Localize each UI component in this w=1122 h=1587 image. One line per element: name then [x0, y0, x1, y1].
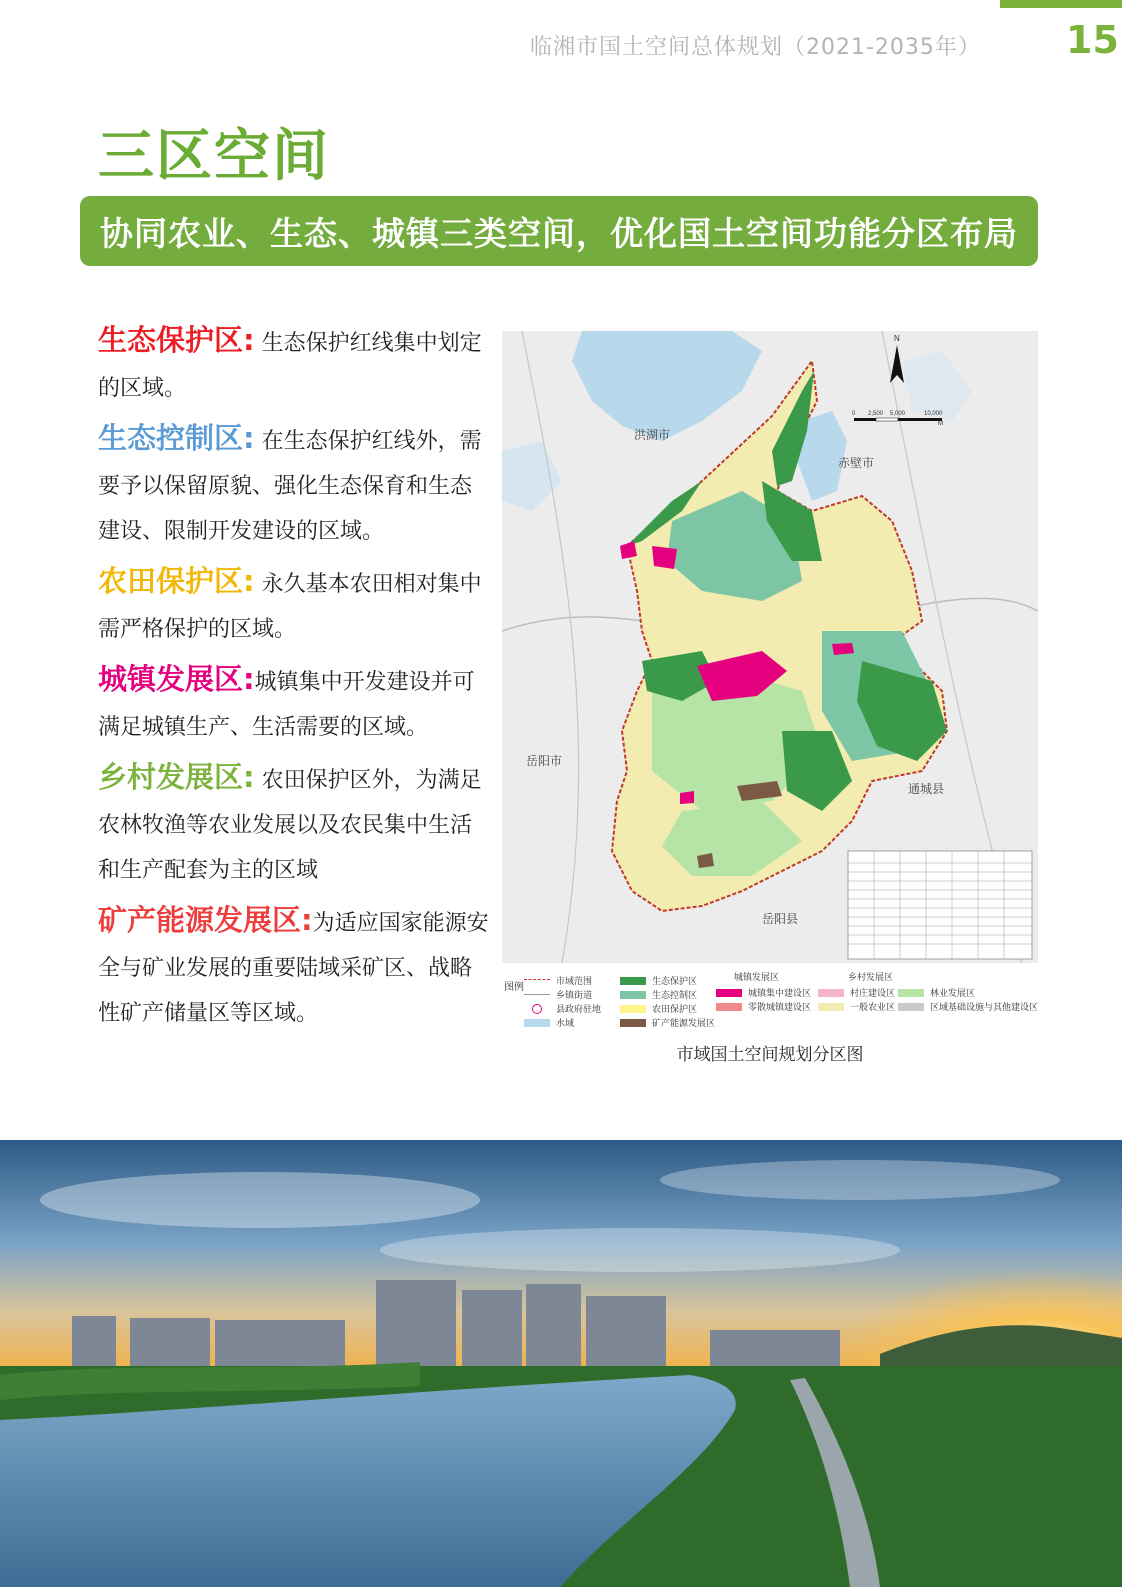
zone-desc: 在生态保护红线外，需要予以保留原貌、强化生态保育和生态建设、限制开发建设的区域。: [98, 429, 482, 544]
zone-item: [98, 898, 493, 1036]
svg-text:N: N: [894, 334, 900, 343]
zone-item: [98, 755, 493, 893]
page-number: 15: [1066, 18, 1119, 62]
place-label: 赤壁市: [838, 456, 875, 470]
legend-swatch: [620, 991, 646, 999]
zone-name: 生态保护区:: [98, 323, 255, 357]
legend-swatch: [898, 1003, 924, 1011]
legend-item: 县政府驻地: [524, 1002, 601, 1015]
zone-name: 城镇发展区:: [98, 662, 255, 696]
zone-item: [98, 657, 493, 750]
legend-swatch: [898, 989, 924, 997]
zoning-statistics-table: [848, 851, 1032, 959]
svg-text:M: M: [938, 421, 943, 427]
place-label: 岳阳市: [526, 754, 563, 768]
legend-swatch: [524, 979, 550, 982]
zone-item: [98, 559, 493, 652]
legend-title: 图例: [504, 982, 524, 993]
urban-core-patch: [832, 643, 854, 655]
legend-item: 村庄建设区: [818, 986, 895, 999]
document-title: 临湘市国土空间总体规划（2021-2035年）: [530, 35, 981, 60]
legend-swatch: [716, 989, 742, 997]
section-banner: [80, 196, 1038, 266]
svg-text:0: 0: [852, 411, 856, 417]
place-label: 洪湖市: [634, 428, 671, 442]
legend-swatch: [532, 1004, 542, 1014]
city-photo-graphic: [0, 1140, 1122, 1587]
zone-name: 乡村发展区:: [98, 760, 255, 794]
zone-name: 矿产能源发展区:: [98, 903, 313, 937]
zone-desc: 为适应国家能源安全与矿业发展的重要陆域采矿区、战略性矿产储量区等区域。: [98, 911, 489, 1026]
legend-item: 乡镇街道: [524, 988, 592, 1001]
map-legend: [502, 974, 1038, 1034]
zone-desc: 生态保护红线集中划定的区域。: [98, 331, 482, 401]
lake-water: [502, 441, 562, 511]
place-label: 岳阳县: [762, 912, 799, 926]
legend-group-title: 城镇发展区: [734, 973, 780, 983]
zone-name: 生态控制区:: [98, 421, 255, 455]
legend-swatch: [818, 1003, 844, 1011]
legend-swatch: [620, 977, 646, 985]
legend-item: 农田保护区: [620, 1002, 697, 1015]
svg-text:5,000: 5,000: [890, 411, 906, 417]
legend-swatch: [716, 1003, 742, 1011]
urban-core-patch: [652, 546, 677, 569]
north-arrow-icon: [890, 334, 904, 383]
zone-desc: 永久基本农田相对集中需严格保护的区域。: [98, 572, 482, 642]
zone-item: [98, 416, 493, 554]
urban-core-patch: [620, 541, 637, 559]
legend-item: 城镇集中建设区: [716, 986, 811, 999]
zone-descriptions: [98, 318, 493, 1041]
header-accent-bar: [1000, 0, 1122, 8]
urban-core-patch: [680, 791, 694, 804]
zoning-map: [502, 331, 1038, 963]
legend-swatch: [818, 989, 844, 997]
legend-item: 区域基础设施与其他建设区: [898, 1000, 1038, 1013]
legend-item: 零散城镇建设区: [716, 1000, 811, 1013]
svg-text:2,500: 2,500: [868, 411, 884, 417]
legend-item: 市域范围: [524, 974, 592, 987]
legend-item: 生态保护区: [620, 974, 697, 987]
place-label: 通城县: [908, 782, 945, 796]
legend-item: 矿产能源发展区: [620, 1016, 715, 1029]
legend-item: 生态控制区: [620, 988, 697, 1001]
legend-swatch: [524, 994, 550, 995]
legend-swatch: [620, 1019, 646, 1027]
zoning-map-graphic: [502, 331, 1038, 963]
zone-desc: 城镇集中开发建设并可满足城镇生产、生活需要的区域。: [98, 670, 475, 740]
road: [522, 331, 579, 963]
scale-bar: [852, 411, 943, 427]
lake-water: [572, 331, 762, 441]
svg-text:10,000: 10,000: [924, 411, 943, 417]
legend-item: 水域: [524, 1016, 574, 1029]
city-landscape-photo: [0, 1140, 1122, 1587]
banner-text: 协同农业、生态、城镇三类空间，优化国土空间功能分区布局: [100, 213, 1018, 253]
zone-name: 农田保护区:: [98, 564, 255, 598]
legend-item: 一般农业区: [818, 1000, 895, 1013]
legend-swatch: [620, 1005, 646, 1013]
legend-item: 林业发展区: [898, 986, 975, 999]
section-title: 三区空间: [98, 124, 330, 189]
zone-desc: 农田保护区外，为满足农林牧渔等农业发展以及农民集中生活和生产配套为主的区域: [98, 768, 482, 883]
legend-swatch: [524, 1019, 550, 1027]
legend-group-title: 乡村发展区: [848, 973, 894, 983]
zone-item: [98, 318, 493, 411]
map-caption: 市域国土空间规划分区图: [676, 1045, 864, 1065]
